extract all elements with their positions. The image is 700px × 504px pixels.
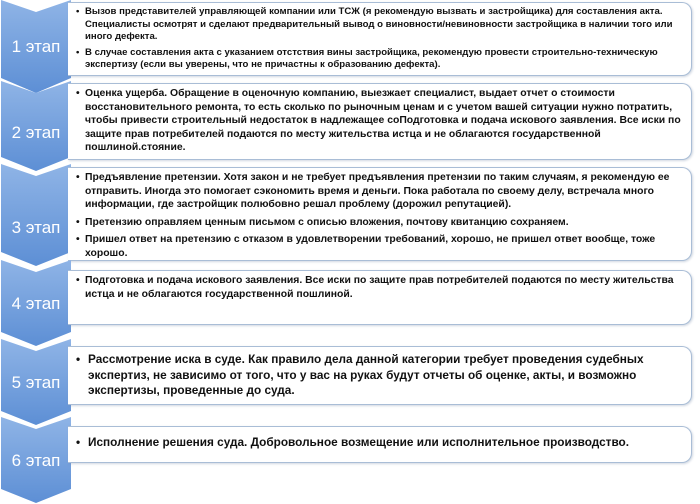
stage-4-list [76,274,681,301]
stage-6-label: 6 этап [11,451,61,470]
stage-3-list [76,171,681,261]
stage-6-item-1: • Исполнение решения суда. Добровольное возмещение или исполнительное производство. [76,435,681,451]
stage-1-item-2: • В случае составления акта с указанием отстствия вины застройщика, рекомендую провести строительно-техническую экспертизу (если вы уверены, что не причастны к образованию дефекта). [76,47,681,72]
stage-4-label: 4 этап [11,294,61,313]
stage-2-list [76,87,681,155]
stage-1-label: 1 этап [11,37,61,56]
stage-2-card [68,83,692,160]
stage-3-chevron [1,164,71,266]
stage-1-chevron [1,0,71,93]
stage-3-arrow-shape [1,164,71,266]
stage-6-chevron [1,417,71,503]
stage-5-card [68,346,692,405]
stage-3-card [68,167,692,261]
stage-3-item-3: • Пришел ответ на претензию с отказом в удовлетворении требований, хорошо, не пришел ответ вообще, тоже хорошо. [76,233,681,260]
stage-6-list [76,435,681,451]
stage-2-item-1: • Оценка ущерба. Обращение в оценочную компанию, выезжает специалист, выдает отчет о стоимости восстановительного ремонта, то есть сколько по рыночным ценам и с учетом вашей ситуации нужно потратить, чтобы привести строительный недостаток в надлежащее соПодготовка и подача искового заявления. Все иски по защите прав потребителей подаются по месту жительства истца и не облагаются государственной пошлиной.стояние. [76,87,681,155]
stage-1-list [76,6,681,72]
stage-5-list [76,352,681,399]
stage-5-item-1: • Рассмотрение иска в суде. Как правило дела данной категории требует проведения судебных экспертиз, не зависимо от того, что у вас на руках будут отчеты об оценке, акты, и возможно экспертизы, проведенные до суда. [76,352,681,399]
stage-3-item-2: • Претензию оправляем ценным письмом с описью вложения, почтову квитанцию сохраняем. [76,216,681,230]
stage-2-label: 2 этап [11,123,61,142]
stage-1-card [68,2,692,76]
stage-3-item-1: • Предъявление претензии. Хотя закон и не требует предъявления претензии по таким случаям, я рекомендую ее отправить. Иногда это помогает сэкономить время и деньги. Пока работала по своему делу, встречала много информации, где застройщик полюбовно решал проблему (дорожил репутацией). [76,171,681,212]
stage-5-label: 5 этап [11,373,61,392]
stage-1-item-1: • Вызов представителей управляющей компании или ТСЖ (я рекомендую вызвать и застройщика) для составления акта. Специалисты осмотрят и сделают предварительный вывод о виновности/невиновности застройщика в наличии того или иного дефекта. [76,6,681,44]
stage-3-label: 3 этап [11,218,61,237]
stage-4-card [68,270,692,325]
stage-6-card [68,426,692,463]
stage-5-chevron [1,339,71,425]
stage-4-chevron [1,260,71,346]
stage-4-item-1: • Подготовка и подача искового заявления. Все иски по защите прав потребителей подаются по месту жительства истца и не облагаются государственной пошлиной. [76,274,681,301]
stage-2-chevron [1,81,71,171]
